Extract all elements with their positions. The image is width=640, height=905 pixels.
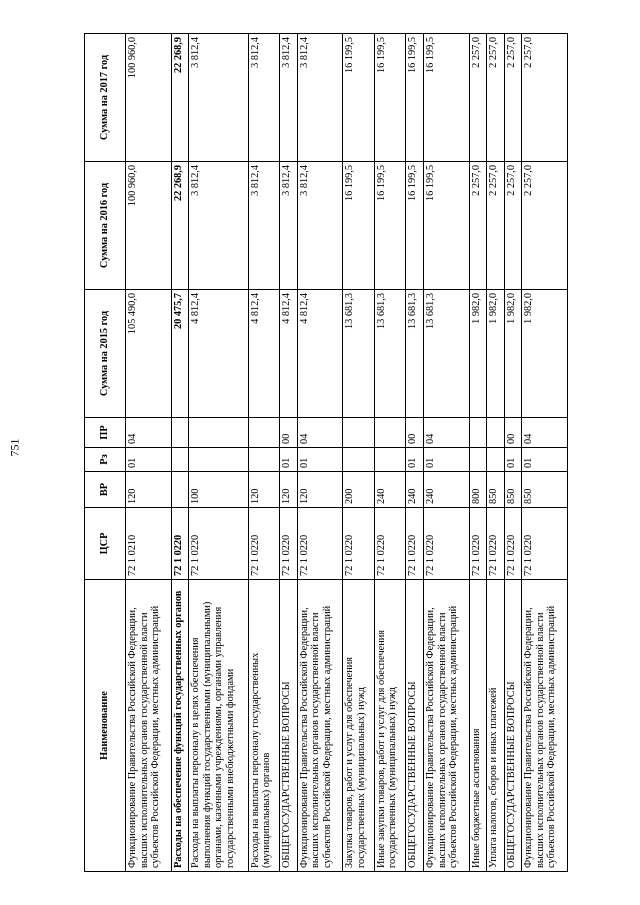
cell-vr: 120: [248, 472, 280, 508]
cell-amount-2016: 3 812,4: [189, 162, 249, 290]
cell-pr: [487, 418, 505, 448]
cell-amount-2015: 4 812,4: [248, 290, 280, 418]
cell-amount-2016: 16 199,5: [406, 162, 424, 290]
cell-name: Функционирование Правительства Российской Федерации, высших исполнительных органов государственной власти субъектов Российской Федерации, местных администраций: [126, 580, 172, 872]
cell-vr: 850: [487, 472, 505, 508]
cell-amount-2016: 3 812,4: [297, 162, 343, 290]
cell-amount-2017: 16 199,5: [424, 34, 470, 162]
table-row: [280, 34, 298, 872]
cell-amount-2015: 4 812,4: [189, 290, 249, 418]
cell-csr: 72 1 0220: [424, 508, 470, 580]
cell-pr: 04: [424, 418, 470, 448]
cell-amount-2016: 22 268,9: [171, 162, 189, 290]
cell-rz: [487, 448, 505, 472]
cell-vr: 240: [406, 472, 424, 508]
column-header-rz: Рз: [85, 448, 126, 472]
cell-amount-2017: 2 257,0: [487, 34, 505, 162]
cell-amount-2017: 2 257,0: [469, 34, 487, 162]
cell-amount-2017: 22 268,9: [171, 34, 189, 162]
table-row: [297, 34, 343, 872]
cell-amount-2017: 2 257,0: [522, 34, 568, 162]
cell-amount-2017: 2 257,0: [504, 34, 522, 162]
cell-vr: 120: [126, 472, 172, 508]
cell-rz: 01: [424, 448, 470, 472]
cell-amount-2017: 3 812,4: [280, 34, 298, 162]
cell-amount-2016: 100 960,0: [126, 162, 172, 290]
cell-csr: 72 1 0220: [189, 508, 249, 580]
cell-name: Закупка товаров, работ и услуг для обеспечения государственных (муниципальных) нужд: [343, 580, 375, 872]
cell-amount-2016: 2 257,0: [504, 162, 522, 290]
cell-name: ОБЩЕГОСУДАРСТВЕННЫЕ ВОПРОСЫ: [504, 580, 522, 872]
table-header-row: [85, 34, 126, 872]
cell-pr: 00: [504, 418, 522, 448]
table-row: [189, 34, 249, 872]
cell-amount-2017: 16 199,5: [374, 34, 406, 162]
cell-csr: 72 1 0220: [469, 508, 487, 580]
cell-pr: [248, 418, 280, 448]
rotated-table-container: [84, 34, 568, 872]
cell-amount-2015: 1 982,0: [522, 290, 568, 418]
cell-csr: 72 1 0220: [487, 508, 505, 580]
cell-vr: 850: [522, 472, 568, 508]
cell-name: Иные бюджетные ассигнования: [469, 580, 487, 872]
cell-name: ОБЩЕГОСУДАРСТВЕННЫЕ ВОПРОСЫ: [406, 580, 424, 872]
column-header-2015: Сумма на 2015 год: [85, 290, 126, 418]
column-header-name: Наименование: [85, 580, 126, 872]
cell-csr: 72 1 0220: [280, 508, 298, 580]
cell-csr: 72 1 0220: [522, 508, 568, 580]
cell-rz: 01: [522, 448, 568, 472]
cell-amount-2017: 3 812,4: [297, 34, 343, 162]
cell-amount-2016: 2 257,0: [487, 162, 505, 290]
cell-vr: 240: [424, 472, 470, 508]
cell-amount-2015: 13 681,3: [424, 290, 470, 418]
cell-pr: [374, 418, 406, 448]
cell-rz: 01: [297, 448, 343, 472]
cell-amount-2015: 1 982,0: [504, 290, 522, 418]
budget-table: [84, 33, 568, 872]
table-row: [374, 34, 406, 872]
cell-rz: 01: [126, 448, 172, 472]
cell-amount-2015: 105 490,0: [126, 290, 172, 418]
cell-amount-2015: 1 982,0: [469, 290, 487, 418]
cell-amount-2016: 2 257,0: [469, 162, 487, 290]
cell-amount-2016: 2 257,0: [522, 162, 568, 290]
cell-name: ОБЩЕГОСУДАРСТВЕННЫЕ ВОПРОСЫ: [280, 580, 298, 872]
cell-amount-2015: 4 812,4: [280, 290, 298, 418]
cell-vr: 200: [343, 472, 375, 508]
cell-name: Функционирование Правительства Российской Федерации, высших исполнительных органов государственной власти субъектов Российской Федерации, местных администраций: [424, 580, 470, 872]
table-row: [469, 34, 487, 872]
cell-amount-2015: 20 475,7: [171, 290, 189, 418]
page-number: 751: [7, 438, 22, 457]
column-header-2017: Сумма на 2017 год: [85, 34, 126, 162]
table-row: [248, 34, 280, 872]
cell-rz: [189, 448, 249, 472]
cell-amount-2017: 3 812,4: [189, 34, 249, 162]
cell-name: Расходы на обеспечение функций государственных органов: [171, 580, 189, 872]
cell-name: Расходы на выплаты персоналу в целях обеспечения выполнения функций государственными (муниципальными) органами, казенными учреждениями, органами управления государственными внебюджетными фондами: [189, 580, 249, 872]
cell-rz: 01: [280, 448, 298, 472]
cell-csr: 72 1 0220: [343, 508, 375, 580]
cell-rz: 01: [406, 448, 424, 472]
cell-vr: [171, 472, 189, 508]
cell-amount-2015: 13 681,3: [374, 290, 406, 418]
cell-pr: [469, 418, 487, 448]
column-header-2016: Сумма на 2016 год: [85, 162, 126, 290]
cell-pr: 04: [297, 418, 343, 448]
cell-amount-2016: 16 199,5: [424, 162, 470, 290]
cell-vr: 100: [189, 472, 249, 508]
cell-csr: 72 1 0220: [374, 508, 406, 580]
cell-csr: 72 1 0210: [126, 508, 172, 580]
cell-amount-2016: 16 199,5: [343, 162, 375, 290]
cell-amount-2015: 13 681,3: [343, 290, 375, 418]
cell-amount-2017: 100 960,0: [126, 34, 172, 162]
cell-csr: 72 1 0220: [297, 508, 343, 580]
cell-pr: [189, 418, 249, 448]
cell-name: Иные закупки товаров, работ и услуг для обеспечения государственных (муниципальных) нужд: [374, 580, 406, 872]
cell-rz: [248, 448, 280, 472]
cell-amount-2016: 3 812,4: [248, 162, 280, 290]
cell-pr: 04: [522, 418, 568, 448]
cell-vr: 850: [504, 472, 522, 508]
column-header-vr: ВР: [85, 472, 126, 508]
cell-amount-2016: 3 812,4: [280, 162, 298, 290]
cell-amount-2015: 13 681,3: [406, 290, 424, 418]
cell-rz: [374, 448, 406, 472]
cell-vr: 120: [280, 472, 298, 508]
cell-amount-2017: 3 812,4: [248, 34, 280, 162]
cell-name: Уплата налогов, сборов и иных платежей: [487, 580, 505, 872]
cell-rz: 01: [504, 448, 522, 472]
cell-vr: 120: [297, 472, 343, 508]
cell-csr: 72 1 0220: [248, 508, 280, 580]
table-row: [487, 34, 505, 872]
table-row: [171, 34, 189, 872]
cell-csr: 72 1 0220: [171, 508, 189, 580]
cell-amount-2015: 4 812,4: [297, 290, 343, 418]
table-row: [522, 34, 568, 872]
cell-rz: [469, 448, 487, 472]
cell-csr: 72 1 0220: [406, 508, 424, 580]
table-row: [424, 34, 470, 872]
cell-vr: 800: [469, 472, 487, 508]
cell-pr: 00: [280, 418, 298, 448]
cell-rz: [171, 448, 189, 472]
cell-rz: [343, 448, 375, 472]
cell-vr: 240: [374, 472, 406, 508]
cell-pr: [171, 418, 189, 448]
column-header-csr: ЦСР: [85, 508, 126, 580]
table-row: [126, 34, 172, 872]
cell-pr: 00: [406, 418, 424, 448]
cell-csr: 72 1 0220: [504, 508, 522, 580]
cell-pr: 04: [126, 418, 172, 448]
cell-pr: [343, 418, 375, 448]
cell-amount-2017: 16 199,5: [406, 34, 424, 162]
cell-name: Функционирование Правительства Российской Федерации, высших исполнительных органов государственной власти субъектов Российской Федерации, местных администраций: [297, 580, 343, 872]
table-row: [504, 34, 522, 872]
cell-amount-2015: 1 982,0: [487, 290, 505, 418]
cell-amount-2016: 16 199,5: [374, 162, 406, 290]
cell-name: Расходы на выплаты персоналу государственных (муниципальных) органов: [248, 580, 280, 872]
table-row: [406, 34, 424, 872]
cell-name: Функционирование Правительства Российской Федерации, высших исполнительных органов государственной власти субъектов Российской Федерации, местных администраций: [522, 580, 568, 872]
cell-amount-2017: 16 199,5: [343, 34, 375, 162]
column-header-pr: ПР: [85, 418, 126, 448]
table-row: [343, 34, 375, 872]
